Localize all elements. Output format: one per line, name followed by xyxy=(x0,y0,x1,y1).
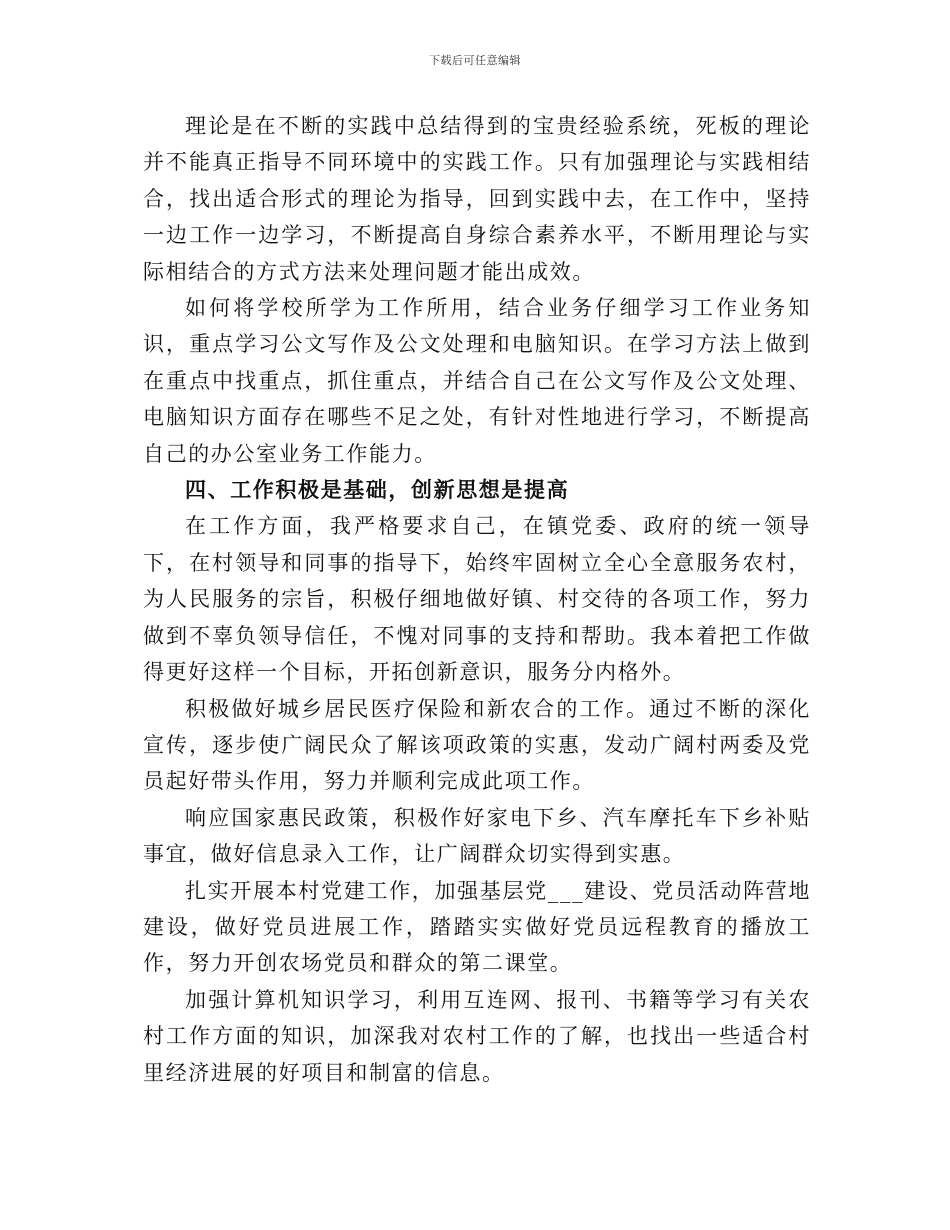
paragraph-theory: 理论是在不断的实践中总结得到的宝贵经验系统，死板的理论并不能真正指导不同环境中的实践工作。只有加强理论与实践相结合，找出适合形式的理论为指导，回到实践中去，在工作中，坚持一边工作一边学习，不断提高自身综合素养水平，不断用理论与实际相结合的方式方法来处理问题才能出成效。 xyxy=(143,114,811,284)
paragraph-study: 如何将学校所学为工作所用，结合业务仔细学习工作业务知识，重点学习公文写作及公文处理和电脑知识。在学习方法上做到在重点中找重点，抓住重点，并结合自己在公文写作及公文处理、电脑知识方面存在哪些不足之处，有针对性地进行学习，不断提高自己的办公室业务工作能力。 xyxy=(143,296,811,466)
header-note: 下载后可任意编辑 xyxy=(429,54,521,67)
paragraph-work-attitude: 在工作方面，我严格要求自己，在镇党委、政府的统一领导下，在村领导和同事的指导下，始终牢固树立全心全意服务农村，为人民服务的宗旨，积极仔细地做好镇、村交待的各项工作，努力做到不辜负领导信任，不愧对同事的支持和帮助。我本着把工作做得更好这样一个目标，开拓创新意识，服务分内格外。 xyxy=(143,514,811,685)
paragraph-policy: 响应国家惠民政策，积极作好家电下乡、汽车摩托车下乡补贴事宜，做好信息录入工作，让广阔群众切实得到实惠。 xyxy=(143,805,811,867)
paragraph-computer-learning: 加强计算机知识学习，利用互连网、报刊、书籍等学习有关农村工作方面的知识，加深我对农村工作的了解，也找出一些适合村里经济进展的好项目和制富的信息。 xyxy=(143,987,811,1085)
document-body xyxy=(143,108,811,1091)
paragraph-medical-insurance: 积极做好城乡居民医疗保险和新农合的工作。通过不断的深化宣传，逐步使广阔民众了解该项政策的实惠，发动广阔村两委及党员起好带头作用，努力并顺利完成此项工作。 xyxy=(143,696,811,794)
section-heading-4: 四、工作积极是基础，创新思想是提高 xyxy=(185,477,570,503)
paragraph-party-building: 扎实开展本村党建工作，加强基层党___建设、党员活动阵营地建设，做好党员进展工作，踏踏实实做好党员远程教育的播放工作，努力开创农场党员和群众的第二课堂。 xyxy=(143,878,811,976)
